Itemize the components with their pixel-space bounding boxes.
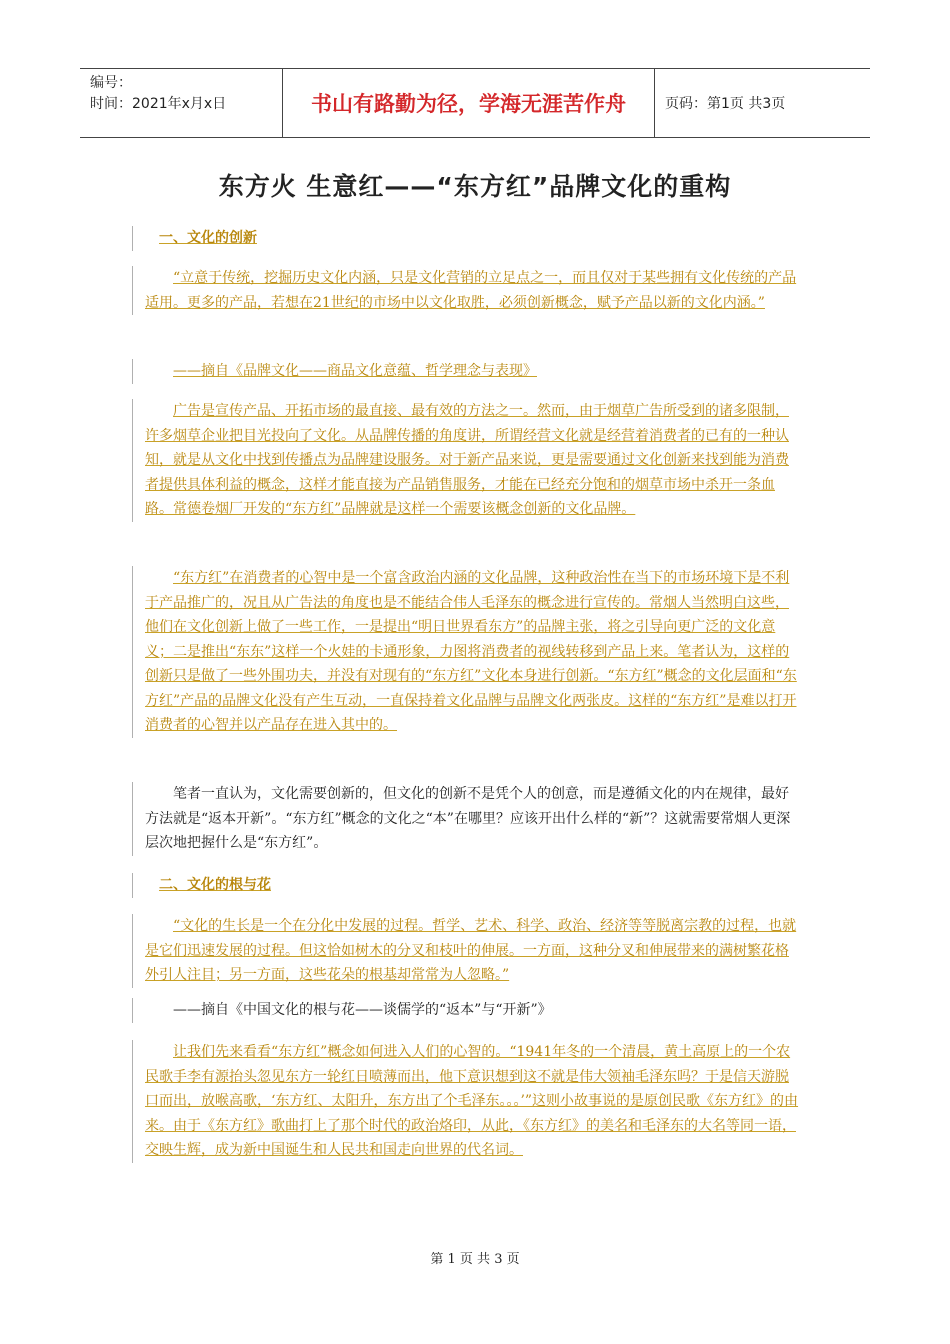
quote-paragraph-2: “文化的生长是一个在分化中发展的过程。哲学、艺术、科学、政治、经济等等脱离宗教的过程，也就是它们迅速发展的过程。但这恰如树木的分叉和枝叶的伸展。一方面，这种分叉和伸展带来的满树繁花格外引人注目；另一方面，这些花朵的根基却常常为人忽略。” (132, 914, 802, 988)
quote-source-1: ——摘自《品牌文化——商品文化意蕴、哲学理念与表现》 (132, 359, 802, 384)
body-paragraph-2: “东方红”在消费者的心智中是一个富含政治内涵的文化品牌，这种政治性在当下的市场环境下是不利于产品推广的，况且从广告法的角度也是不能结合伟人毛泽东的概念进行宣传的。常烟人当然明白这些，他们在文化创新上做了一些工作，一是提出“明日世界看东方”的品牌主张，将之引导向更广泛的文化意义；二是推出“东东”这样一个火娃的卡通形象，力图将消费者的视线转移到产品上来。笔者认为，这样的创新只是做了一些外围功夫，并没有对现有的“东方红”文化本身进行创新。“东方红”概念的文化层面和“东方红”产品的品牌文化没有产生互动，一直保持着文化品牌与品牌文化两张皮。这样的“东方红”是难以打开消费者的心智并以产品存在进入其中的。 (132, 566, 802, 738)
quote-source-2: ——摘自《中国文化的根与花——谈儒学的“返本”与“开新”》 (132, 998, 802, 1023)
header-meta (80, 69, 282, 137)
time-label: 时间：2021年x月x日 (90, 96, 227, 112)
section-heading-1: 一、文化的创新 (132, 226, 802, 251)
header-page-info: 页码：第1页 共3页 (665, 96, 786, 112)
header-motto: 书山有路勤为径，学海无涯苦作舟 (282, 69, 655, 137)
quote-paragraph-1: “立意于传统，挖掘历史文化内涵，只是文化营销的立足点之一，而且仅对于某些拥有文化传统的产品适用。更多的产品，若想在21世纪的市场中以文化取胜，必须创新概念，赋予产品以新的文化内涵。” (132, 266, 802, 315)
page-footer: 第 1 页 共 3 页 (430, 1252, 520, 1267)
number-label: 编号： (90, 75, 132, 91)
body-paragraph-4: 让我们先来看看“东方红”概念如何进入人们的心智的。“1941年冬的一个清晨，黄土高原上的一个农民歌手李有源抬头忽见东方一轮红日喷薄而出，他下意识想到这不就是伟大领袖毛泽东吗？于是信天游脱口而出，放喉高歌，‘东方红、太阳升，东方出了个毛泽东。。。’”这则小故事说的是原创民歌《东方红》的由来。由于《东方红》歌曲打上了那个时代的政治烙印，从此，《东方红》的美名和毛泽东的大名等同一语，交映生辉，成为新中国诞生和人民共和国走向世界的代名词。 (132, 1040, 802, 1163)
body-paragraph-1: 广告是宣传产品、开拓市场的最直接、最有效的方法之一。然而，由于烟草广告所受到的诸多限制，许多烟草企业把目光投向了文化。从品牌传播的角度讲，所谓经营文化就是经营着消费者的已有的一种认知，就是从文化中找到传播点为品牌建设服务。对于新产品来说，更是需要通过文化创新来找到能为消费者提供具体利益的概念，这样才能直接为产品销售服务，才能在已经充分饱和的烟草市场中杀开一条血路。常德卷烟厂开发的“东方红”品牌就是这样一个需要该概念创新的文化品牌。 (132, 399, 802, 522)
body-paragraph-3: 笔者一直认为，文化需要创新的，但文化的创新不是凭个人的创意，而是遵循文化的内在规律，最好方法就是“返本开新”。“东方红”概念的文化之“本”在哪里？应该开出什么样的“新”？这就需要常烟人更深层次地把握什么是“东方红”。 (132, 782, 802, 856)
document-header (80, 68, 870, 138)
section-heading-2: 二、文化的根与花 (132, 873, 802, 898)
document-title: 东方火 生意红——“东方红”品牌文化的重构 (218, 172, 732, 201)
